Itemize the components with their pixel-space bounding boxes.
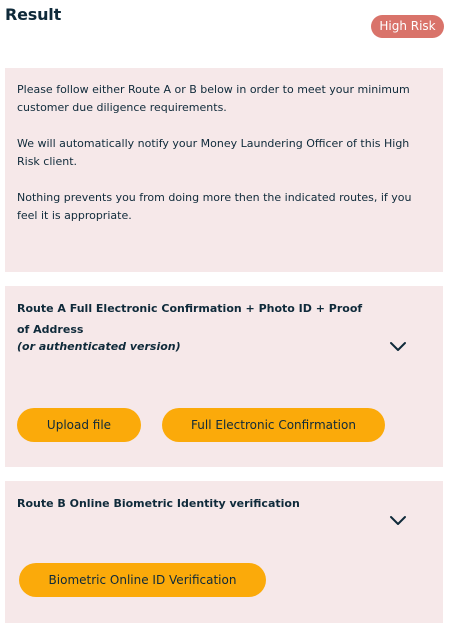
- full-electronic-confirmation-button[interactable]: Full Electronic Confirmation: [162, 408, 385, 442]
- route-b-title: Route B Online Biometric Identity verification: [17, 497, 300, 510]
- risk-badge: High Risk: [371, 15, 444, 38]
- route-b-panel: [5, 481, 443, 623]
- biometric-verification-button[interactable]: Biometric Online ID Verification: [19, 563, 266, 597]
- route-a-subtitle: (or authenticated version): [17, 340, 181, 353]
- info-paragraph: We will automatically notify your Money Laundering Officer of this High Risk client.: [17, 137, 410, 168]
- info-paragraph: Please follow either Route A or B below in order to meet your minimum customer due diligence requirements.: [17, 83, 410, 114]
- route-a-panel: [5, 286, 443, 467]
- route-a-title: Route A Full Electronic Confirmation + Photo ID + Proof of Address: [17, 302, 363, 336]
- page-title: Result: [5, 5, 62, 24]
- info-paragraph: Nothing prevents you from doing more then the indicated routes, if you feel it is appropriate.: [17, 191, 412, 222]
- upload-file-button[interactable]: Upload file: [17, 408, 141, 442]
- chevron-down-icon[interactable]: [389, 515, 407, 527]
- info-panel: [5, 68, 443, 272]
- chevron-down-icon[interactable]: [389, 341, 407, 353]
